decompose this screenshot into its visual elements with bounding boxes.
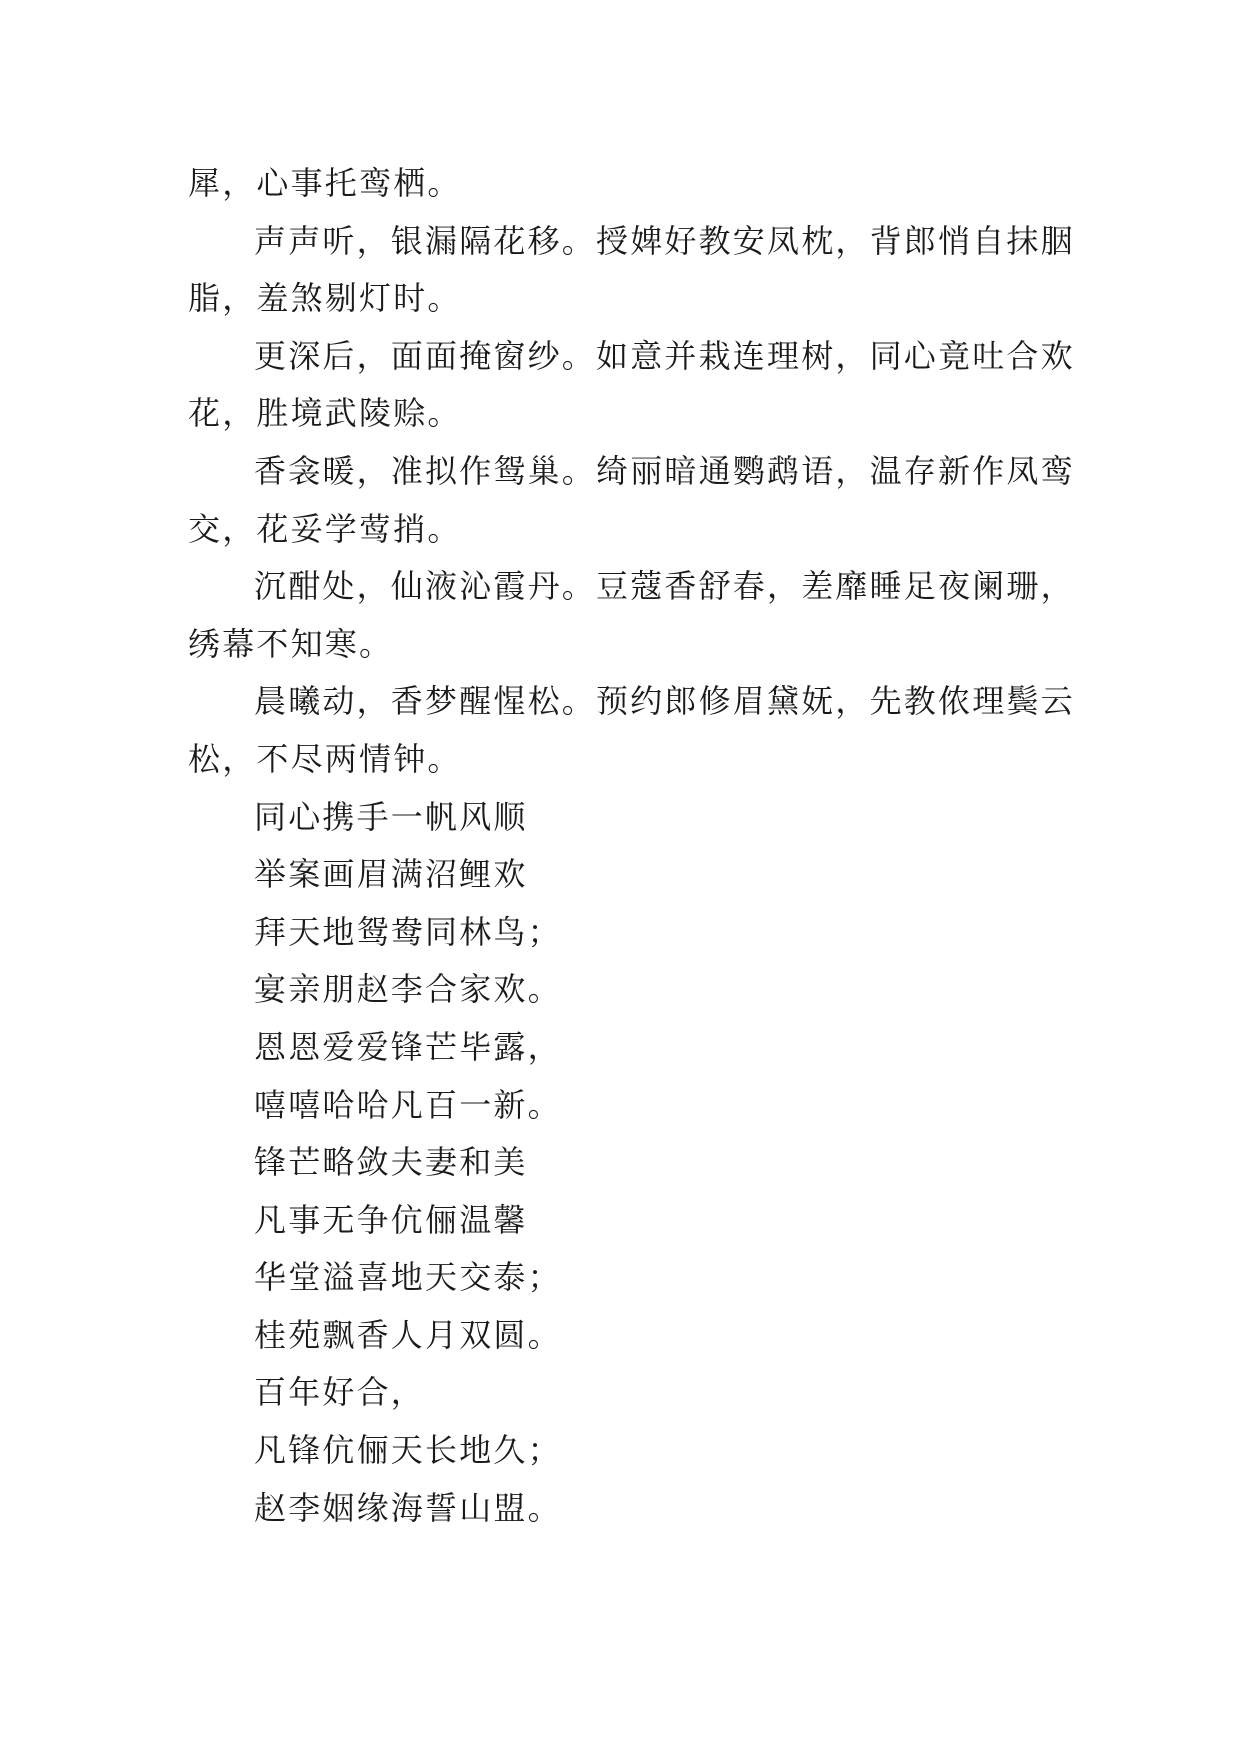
poem-line: 宴亲朋赵李合家欢。 (254, 970, 562, 1009)
poem-line: 凡事无争伉俪温馨 (254, 1200, 528, 1239)
poem-line: 锋芒略敛夫妻和美 (254, 1143, 528, 1182)
text-line: 更深后，面面掩窗纱。如意并栽连理树，同心竟吐合欢 (254, 336, 1075, 375)
poem-line: 凡锋伉俪天长地久； (254, 1431, 562, 1470)
text-line: 香衾暖，准拟作鸳巢。绮丽暗通鹦鹉语，温存新作凤鸾 (254, 451, 1075, 490)
poem-line: 拜天地鸳鸯同林鸟； (254, 912, 562, 951)
poem-line: 百年好合， (254, 1373, 426, 1412)
text-line: 交，花妥学莺捎。 (188, 509, 462, 548)
poem-line: 恩恩爱爱锋芒毕露， (254, 1027, 562, 1066)
text-line: 绣幕不知寒。 (188, 624, 394, 663)
poem-line: 同心携手一帆风顺 (254, 797, 528, 836)
poem-line: 举案画眉满沼鲤欢 (254, 855, 528, 894)
text-line: 晨曦动，香梦醒惺松。预约郎修眉黛妩，先教侬理鬓云 (254, 682, 1075, 721)
poem-line: 赵李姻缘海誓山盟。 (254, 1488, 562, 1527)
text-line: 脂，羞煞剔灯时。 (188, 279, 462, 318)
text-line: 松，不尽两情钟。 (188, 739, 462, 778)
document-body (188, 155, 1075, 1537)
poem-line: 嘻嘻哈哈凡百一新。 (254, 1085, 562, 1124)
text-line: 声声听，银漏隔花移。授婢好教安凤枕，背郎悄自抹胭 (254, 221, 1075, 260)
text-line: 花，胜境武陵赊。 (188, 394, 462, 433)
poem-line: 华堂溢喜地天交泰； (254, 1258, 562, 1297)
text-line: 犀，心事托鸾栖。 (188, 164, 462, 202)
text-line: 沉酣处，仙液沁霞丹。豆蔻香舒春，差靡睡足夜阑珊， (254, 567, 1075, 606)
poem-line: 桂苑飘香人月双圆。 (254, 1315, 562, 1354)
